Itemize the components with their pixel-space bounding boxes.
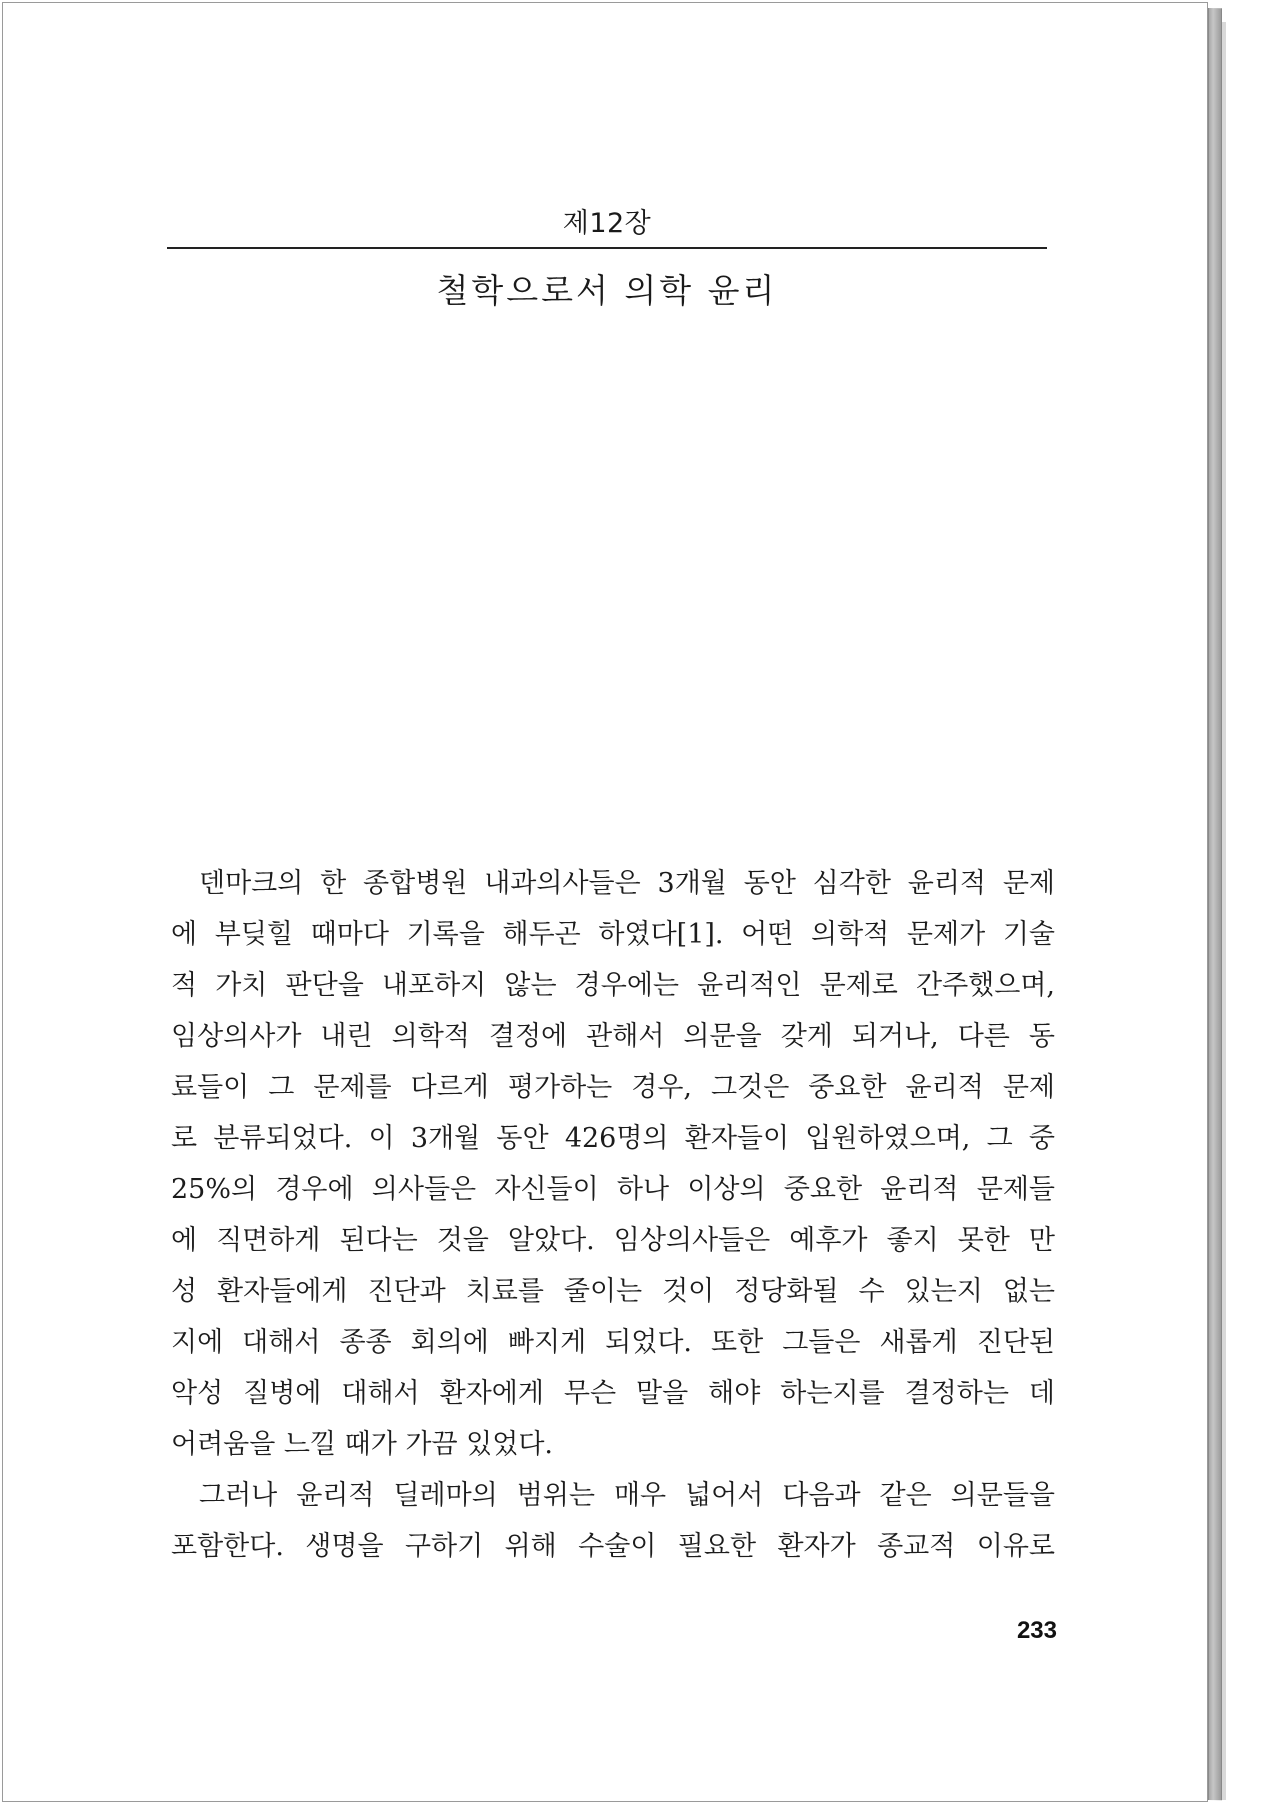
text-line: 에 직면하게 된다는 것을 알았다. 임상의사들은 예후가 좋지 못한 만 bbox=[171, 1225, 1055, 1256]
book-page bbox=[2, 2, 1208, 1802]
chapter-number: 제12장 bbox=[562, 208, 652, 239]
chapter-divider bbox=[167, 247, 1047, 249]
text-line: 지에 대해서 종종 회의에 빠지게 되었다. 또한 그들은 새롭게 진단된 bbox=[171, 1327, 1055, 1358]
text-line: 어려움을 느낄 때가 가끔 있었다. bbox=[171, 1429, 553, 1460]
page-stack-edge bbox=[1208, 8, 1222, 1800]
text-line: 성 환자들에게 진단과 치료를 줄이는 것이 정당화될 수 있는지 없는 bbox=[171, 1276, 1055, 1307]
text-line: 로 분류되었다. 이 3개월 동안 426명의 환자들이 입원하였으며, 그 중 bbox=[171, 1123, 1055, 1154]
body-text bbox=[171, 858, 1055, 1572]
text-line: 적 가치 판단을 내포하지 않는 경우에는 윤리적인 문제로 간주했으며, bbox=[171, 970, 1055, 1001]
chapter-title: 철학으로서 의학 윤리 bbox=[436, 271, 778, 310]
text-line: 임상의사가 내린 의학적 결정에 관해서 의문을 갖게 되거나, 다른 동 bbox=[171, 1021, 1055, 1052]
text-line: 포함한다. 생명을 구하기 위해 수술이 필요한 환자가 종교적 이유로 bbox=[171, 1531, 1055, 1562]
text-line: 료들이 그 문제를 다르게 평가하는 경우, 그것은 중요한 윤리적 문제 bbox=[171, 1072, 1055, 1103]
text-line: 덴마크의 한 종합병원 내과의사들은 3개월 동안 심각한 윤리적 문제 bbox=[199, 868, 1055, 899]
page-shadow bbox=[1222, 22, 1226, 1800]
page-number: 233 bbox=[1016, 1617, 1057, 1644]
text-line: 그러나 윤리적 딜레마의 범위는 매우 넓어서 다음과 같은 의문들을 bbox=[199, 1480, 1055, 1511]
text-line: 에 부딪힐 때마다 기록을 해두곤 하였다[1]. 어떤 의학적 문제가 기술 bbox=[171, 919, 1055, 950]
text-line: 악성 질병에 대해서 환자에게 무슨 말을 해야 하는지를 결정하는 데 bbox=[171, 1378, 1055, 1409]
text-line: 25%의 경우에 의사들은 자신들이 하나 이상의 중요한 윤리적 문제들 bbox=[171, 1174, 1055, 1205]
